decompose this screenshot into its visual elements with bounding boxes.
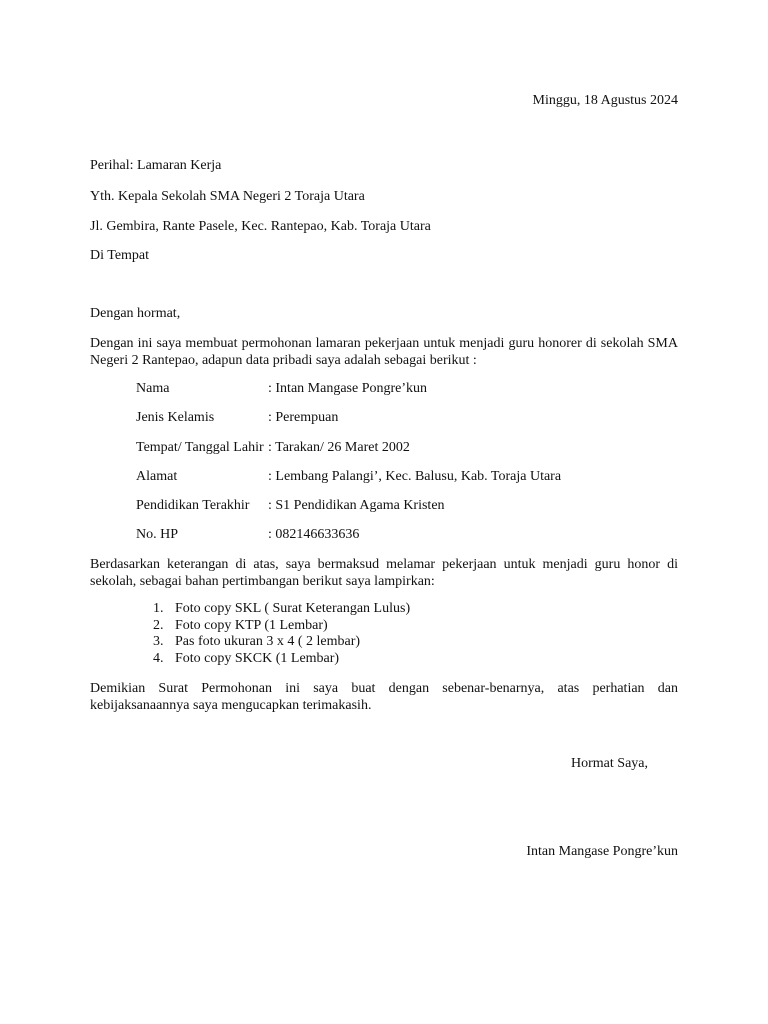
letter-greeting: Dengan hormat, — [90, 306, 181, 321]
letter-date: Minggu, 18 Agustus 2024 — [532, 93, 678, 108]
list-item-text: Pas foto ukuran 3 x 4 ( 2 lembar) — [175, 634, 361, 649]
intro-paragraph: Dengan ini saya membuat permohonan lamaran pekerjaan untuk menjadi guru honorer di sekolah SMA Negeri 2 Rantepao, adapun data pribadi saya adalah sebagai berikut : — [90, 336, 678, 368]
list-item-number: 4. — [153, 650, 164, 666]
field-label-name: Nama — [136, 381, 170, 396]
list-item-text: Foto copy SKCK (1 Lembar) — [175, 650, 340, 666]
field-value-gender: : Perempuan — [268, 410, 339, 425]
field-label-phone: No. HP — [136, 527, 179, 542]
field-label-birth: Tempat/ Tanggal Lahir — [136, 440, 264, 455]
field-label-education: Pendidikan Terakhir — [136, 498, 250, 513]
list-item-text: Foto copy SKL ( Surat Keterangan Lulus) — [175, 601, 411, 616]
signature-name: Intan Mangase Pongre’kun — [526, 844, 678, 859]
recipient-address: Jl. Gembira, Rante Pasele, Kec. Rantepao, Kab. Toraja Utara — [90, 219, 431, 234]
closing-paragraph: Demikian Surat Permohonan ini saya buat dengan sebenar-benarnya, atas perhatian dan kebijaksanaannya saya mengucapkan terimakasih. — [90, 681, 678, 713]
field-value-address: : Lembang Palangi’, Kec. Balusu, Kab. Toraja Utara — [268, 469, 562, 484]
recipient-place: Di Tempat — [90, 248, 150, 263]
field-value-phone: : 082146633636 — [268, 527, 360, 542]
list-item-text: Foto copy KTP (1 Lembar) — [175, 617, 328, 633]
field-value-education: : S1 Pendidikan Agama Kristen — [268, 498, 445, 513]
list-item — [136, 618, 410, 635]
list-item — [136, 651, 410, 668]
purpose-paragraph: Berdasarkan keterangan di atas, saya bermaksud melamar pekerjaan untuk menjadi guru honor di sekolah, sebagai bahan pertimbangan berikut saya lampirkan: — [90, 557, 678, 589]
list-item — [136, 634, 410, 651]
field-value-name: : Intan Mangase Pongre’kun — [268, 381, 428, 396]
field-label-gender: Jenis Kelamis — [136, 410, 215, 425]
letter-closing: Hormat Saya, — [571, 756, 648, 771]
letter-recipient: Yth. Kepala Sekolah SMA Negeri 2 Toraja Utara — [90, 189, 365, 204]
list-item-number: 3. — [153, 634, 164, 649]
list-item-number: 2. — [153, 617, 164, 633]
list-item-number: 1. — [153, 601, 164, 616]
field-value-birth: : Tarakan/ 26 Maret 2002 — [268, 440, 410, 455]
letter-subject: Perihal: Lamaran Kerja — [90, 158, 222, 173]
attachments-list — [136, 601, 410, 667]
field-label-address: Alamat — [136, 469, 178, 484]
list-item — [136, 601, 410, 618]
